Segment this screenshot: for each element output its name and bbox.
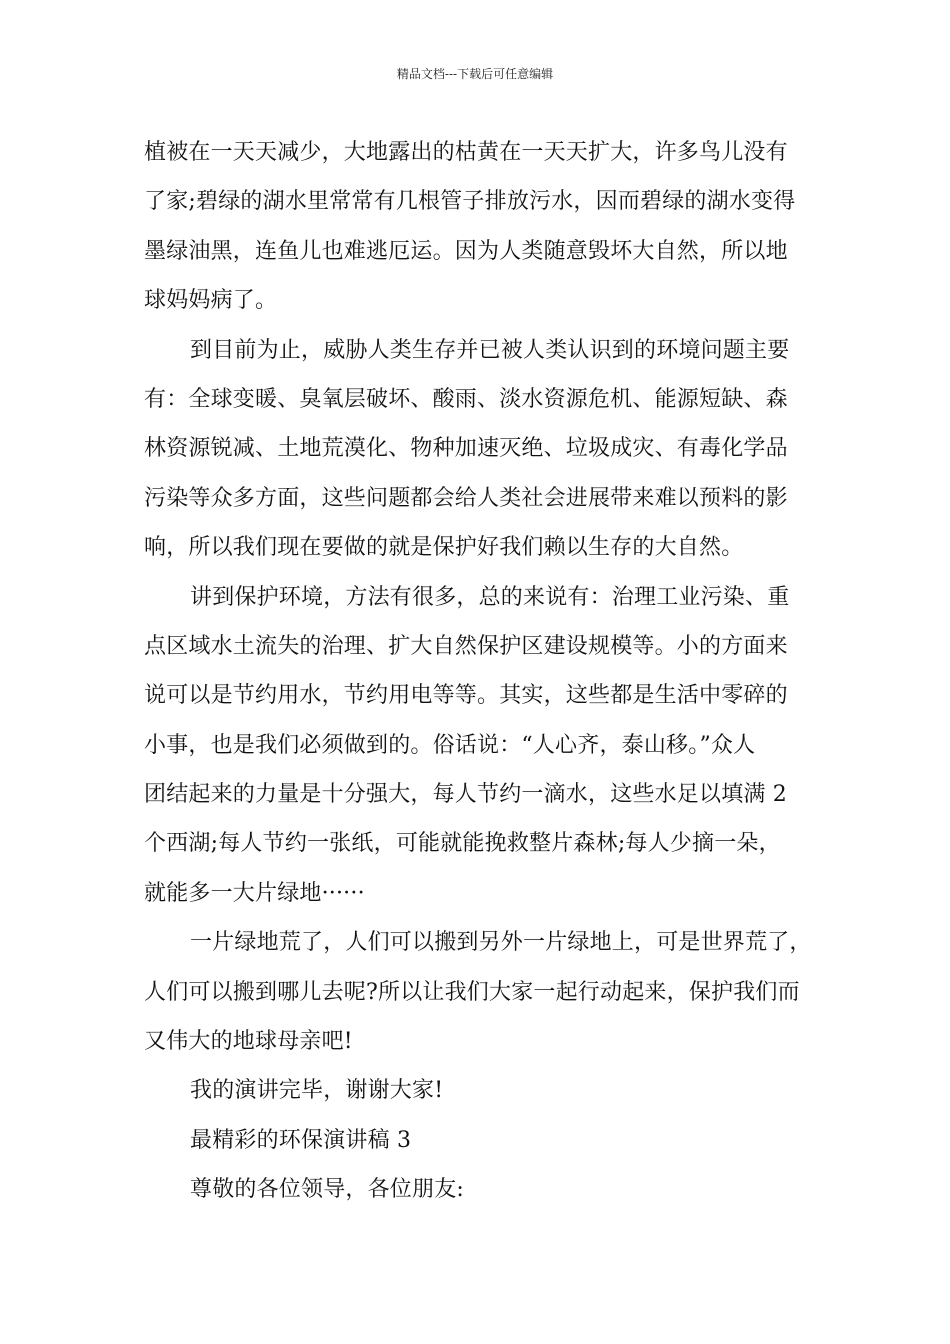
text-line: 污染等众多方面，这些问题都会给人类社会进展带来难以预料的影: [144, 485, 788, 511]
text-line: 林资源锐减、土地荒漠化、物种加速灭绝、垃圾成灾、有毒化学品: [144, 436, 788, 462]
text-line: 我的演讲完毕，谢谢大家!: [190, 1078, 444, 1104]
text-line: 小事，也是我们必须做到的。俗话说：“人心齐，泰山移。”众人: [144, 732, 756, 758]
text-line: 尊敬的各位领导，各位朋友:: [190, 1177, 465, 1203]
text-line: 墨绿油黑，连鱼儿也难逃厄运。因为人类随意毁坏大自然，所以地: [144, 238, 788, 264]
text-line: 又伟大的地球母亲吧!: [144, 1029, 353, 1055]
text-line: 个西湖;每人节约一张纸，可能就能挽救整片森林;每人少摘一朵，: [144, 831, 781, 857]
text-line: 有：全球变暖、臭氧层破坏、酸雨、淡水资源危机、能源短缺、森: [144, 386, 788, 412]
page-header: 精品文档---下载后可任意编辑: [396, 67, 554, 81]
text-line: 团结起来的力量是十分强大，每人节约一滴水，这些水足以填满 2: [144, 782, 787, 808]
text-line: 说可以是节约用水，节约用电等等。其实，这些都是生活中零碎的: [144, 683, 788, 709]
body-text: [144, 128, 814, 1215]
text-line: 人们可以搬到哪儿去呢?所以让我们大家一起行动起来，保护我们而: [144, 979, 800, 1005]
text-line: 球妈妈病了。: [144, 288, 278, 314]
text-line: 到目前为止，威胁人类生存并已被人类认识到的环境问题主要: [190, 337, 790, 363]
text-line: 讲到保护环境，方法有很多，总的来说有：治理工业污染、重: [190, 584, 790, 610]
text-line: 最精彩的环保演讲稿 3: [190, 1127, 412, 1153]
text-line: 一片绿地荒了，人们可以搬到另外一片绿地上，可是世界荒了，: [190, 930, 812, 956]
text-line: 点区域水土流失的治理、扩大自然保护区建设规模等。小的方面来: [144, 633, 788, 659]
text-line: 就能多一大片绿地······: [144, 880, 365, 906]
text-line: 响，所以我们现在要做的就是保护好我们赖以生存的大自然。: [144, 535, 744, 561]
text-line: 植被在一天天减少，大地露出的枯黄在一天天扩大，许多鸟儿没有: [144, 140, 788, 165]
text-line: 了家;碧绿的湖水里常常有几根管子排放污水，因而碧绿的湖水变得: [144, 189, 796, 215]
